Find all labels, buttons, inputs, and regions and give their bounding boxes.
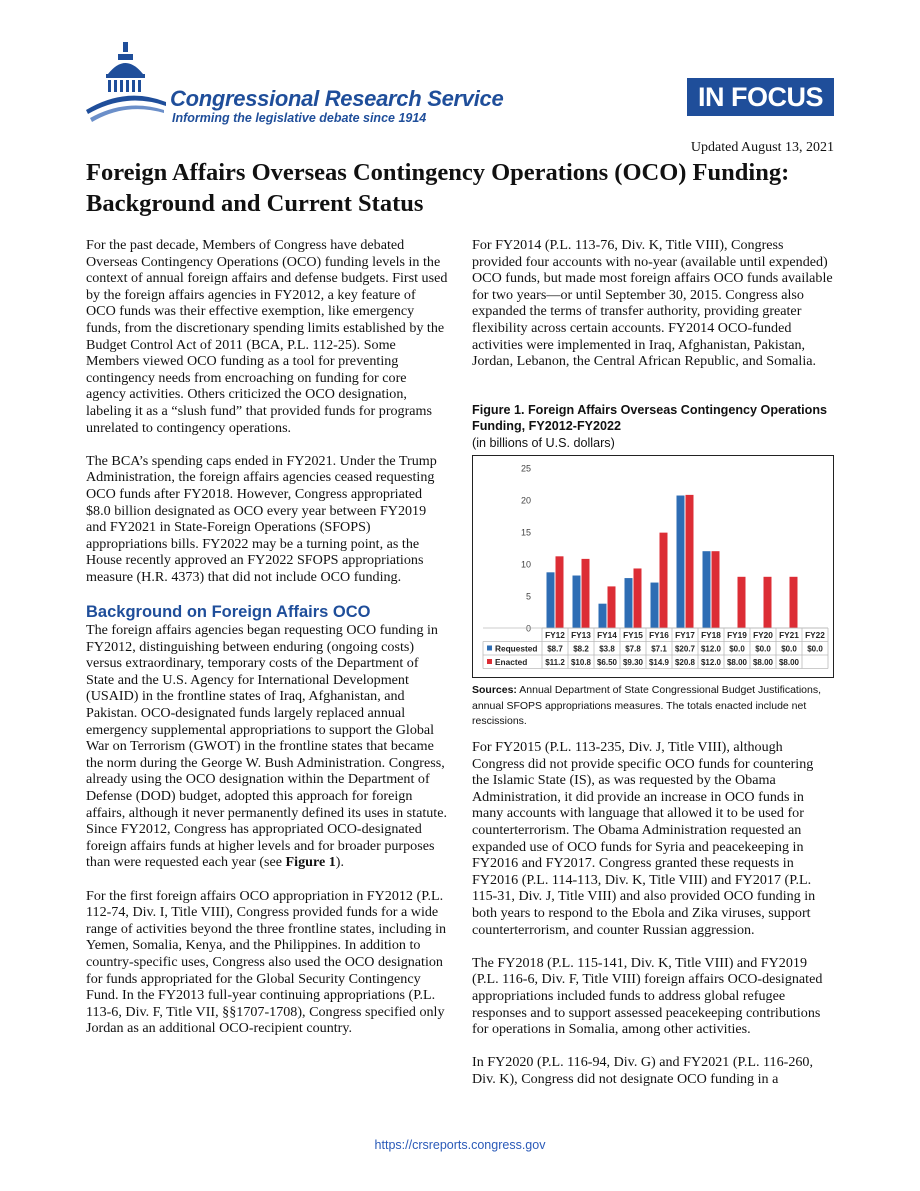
- figure-title: Figure 1. Foreign Affairs Overseas Contingency Operations Funding, FY2012-FY2022: [472, 403, 828, 433]
- data-label-enacted: $8.00: [726, 658, 748, 667]
- data-label-enacted: $8.00: [778, 658, 800, 667]
- data-label-requested: $12.0: [700, 644, 722, 654]
- org-tagline: Informing the legislative debate since 1914: [172, 111, 427, 125]
- bar-requested-fy17: [677, 496, 685, 628]
- data-label-enacted: $8.00: [752, 658, 774, 667]
- footer-link[interactable]: https://crsreports.congress.gov: [374, 1138, 546, 1152]
- category-label: FY14: [597, 630, 617, 640]
- legend-label-requested: Requested: [495, 643, 538, 654]
- legend-label-enacted: Enacted: [495, 657, 528, 667]
- in-focus-badge: IN FOCUS: [687, 78, 834, 116]
- bar-enacted-fy13: [582, 559, 590, 628]
- category-label: FY21: [779, 630, 799, 640]
- y-tick-label: 25: [520, 463, 531, 474]
- bar-enacted-fy15: [634, 568, 642, 628]
- data-label-enacted: $6.50: [596, 658, 618, 667]
- bar-requested-fy13: [573, 576, 581, 628]
- section-heading-background: Background on Foreign Affairs OCO: [86, 603, 371, 622]
- y-tick-label: 0: [525, 623, 531, 634]
- data-label-enacted: $20.8: [674, 658, 696, 667]
- data-label-requested: $20.7: [674, 644, 696, 654]
- page-title: Foreign Affairs Overseas Contingency Operations (OCO) Funding: Background and Current Status: [86, 159, 790, 217]
- y-tick-label: 5: [525, 591, 531, 602]
- y-tick-label: 20: [520, 495, 531, 506]
- paragraph-fy2014: For FY2014 (P.L. 113-76, Div. K, Title VIII), Congress provided four accounts with no-year (available until expended) OCO funds, but made most foreign affairs OCO funds available for two years—or until September 30, 2015. Congress also expanded the terms of transfer authority, providing greater flexibility across certain accounts. FY2014 OCO-funded activities were implemented in Iraq, Afghanistan, Pakistan, Jordan, Lebanon, the Central African Republic, and Somalia.: [472, 237, 833, 370]
- data-label-enacted: $12.0: [700, 658, 722, 667]
- paragraph-fy2020: In FY2020 (P.L. 116-94, Div. G) and FY2021 (P.L. 116-260, Div. K), Congress did not designate OCO funding in a: [472, 1054, 813, 1087]
- category-label: FY13: [571, 630, 591, 640]
- right-column-top: [472, 237, 834, 386]
- bar-requested-fy18: [703, 551, 711, 628]
- data-label-enacted: $11.2: [545, 658, 565, 667]
- data-label-requested: $8.7: [547, 644, 563, 654]
- category-label: FY18: [701, 630, 721, 640]
- bar-requested-fy14: [599, 604, 607, 628]
- category-label: FY20: [753, 630, 773, 640]
- data-label-enacted: $14.9: [648, 658, 670, 667]
- data-label-requested: $0.0: [755, 644, 771, 654]
- org-name: Congressional Research Service: [170, 86, 504, 111]
- paragraph-fy2018: The FY2018 (P.L. 115-141, Div. K, Title VIII) and FY2019 (P.L. 116-6, Div. F, Title VIII) foreign affairs OCO-designated appropriations included funds to address global refugee responses and to support assessed peacekeeping contributions for operations in Somalia, among other activities.: [472, 954, 823, 1038]
- bar-requested-fy15: [625, 578, 633, 628]
- bar-requested-fy16: [651, 583, 659, 628]
- y-tick-label: 10: [520, 559, 531, 570]
- paragraph-intro: For the past decade, Members of Congress have debated Overseas Contingency Operations (OCO) funding levels in the context of annual foreign affairs and defense budgets. First used by the foreign affairs agencies in FY2012, a key feature of OCO funds was their effective exemption, like emergency funds, from the discretionary spending limits established by the Budget Control Act of 2011 (BCA, P.L. 112-25). Some Members viewed OCO funding as a tool for preventing contingency needs from encroaching on funding for core agency activities. Others criticized the OCO designation, labeling it as a “slush fund” that provided funds for programs unrelated to contingency operations.: [86, 237, 448, 436]
- y-tick-label: 15: [520, 527, 531, 538]
- category-label: FY15: [623, 630, 643, 640]
- data-label-requested: $7.1: [651, 644, 667, 654]
- paragraph-bca: The BCA’s spending caps ended in FY2021. Under the Trump Administration, the foreign affairs agencies ceased requesting OCO funds after FY2018. However, Congress appropriated $8.0 billion designated as OCO every year between FY2019 and FY2021 in State-Foreign Operations (SFOPS) appropriations bills. FY2022 may be a turning point, as the House recently approved an FY2022 SFOPS appropriations measure (H.R. 4373) that did not include OCO funding.: [86, 452, 437, 585]
- category-label: FY16: [649, 630, 669, 640]
- bar-enacted-fy19: [738, 577, 746, 628]
- paragraph-fy2012: For the first foreign affairs OCO appropriation in FY2012 (P.L. 112-74, Div. I, Title VIII), Congress provided funds for a wide range of activities beyond the three frontline states, including in Yemen, Somalia, Kenya, and the Philippines. In addition to country-specific uses, Congress also used the OCO designation for funds appropriated for the Global Security Contingency Fund. In the FY2013 full-year continuing appropriations (P.L. 113-6, Div. F, Title VII, §§1707-1708), Congress specified only Jordan as an additional OCO-recipient country.: [86, 887, 447, 1037]
- right-column-bottom: [472, 739, 834, 1104]
- bar-enacted-fy16: [660, 533, 668, 628]
- data-label-requested: $8.2: [573, 644, 589, 654]
- data-label-requested: $3.8: [599, 644, 615, 654]
- bar-enacted-fy12: [556, 556, 564, 628]
- bar-enacted-fy18: [712, 551, 720, 628]
- data-label-requested: $0.0: [807, 644, 823, 654]
- legend-swatch-requested: [487, 646, 492, 651]
- data-label-enacted: $9.30: [622, 658, 644, 667]
- crs-capitol-logo-icon: [86, 40, 166, 126]
- bar-enacted-fy14: [608, 586, 616, 628]
- data-label-requested: $0.0: [781, 644, 797, 654]
- bar-enacted-fy20: [764, 577, 772, 628]
- left-column: [86, 237, 448, 1054]
- chart-frame: [472, 455, 834, 678]
- category-label: FY17: [675, 630, 695, 640]
- figure-subtitle: (in billions of U.S. dollars): [472, 436, 615, 450]
- data-label-requested: $0.0: [729, 644, 745, 654]
- category-label: FY19: [727, 630, 747, 640]
- oco-funding-bar-chart: [473, 456, 833, 677]
- bar-requested-fy12: [547, 572, 555, 628]
- paragraph-fy2015: For FY2015 (P.L. 113-235, Div. J, Title VIII), although Congress did not provide specific OCO funds for countering the Islamic State (IS), as was requested by the Obama Administration, it did provide an increase in OCO funds in many accounts with language that allowed it to be used for counterterrorism. The Obama Administration requested an expanded use of OCO funds for Syria and peacekeeping in FY2016 and FY2017. Congress granted these requests in FY2016 (P.L. 114-113, Div. K, Title VIII) and FY2017 (P.L. 115-31, Div. J, Title VIII) and also provided OCO funding in both years to respond to the Ebola and Zika viruses, support counterterrorism, and counter Russian aggression.: [472, 739, 816, 938]
- legend-swatch-enacted: [487, 659, 492, 664]
- bar-enacted-fy21: [790, 577, 798, 628]
- category-label: FY22: [805, 630, 825, 640]
- figure-reference: Figure 1: [285, 854, 336, 871]
- updated-date: Updated August 13, 2021: [690, 140, 834, 155]
- paragraph-background: The foreign affairs agencies began requesting OCO funding in FY2012, distinguishing between enduring (ongoing costs) versus extraordinary, temporary costs of the Department of State and the U.S. Agency for International Development (USAID) in the frontline states of Iraq, Afghanistan, and Pakistan. OCO-designated funds largely replaced annual emergency supplemental appropriations to support the Global War on Terrorism (GWOT) in the frontline states that became the norm during the George W. Bush Administration. Congress, already using the OCO designation within the Department of Defense (DOD) budget, adopted this approach for foreign affairs, although it never permanently defined its uses in statute. Since FY2012, Congress has appropriated OCO-designated foreign affairs funds at higher levels and for broader purposes than were requested each year (see Figure 1).: [86, 622, 447, 871]
- category-label: FY12: [545, 630, 565, 640]
- figure-sources: Sources: Annual Department of State Congressional Budget Justifications, annual SFOPS appropriations measures. The totals enacted include net rescissions.: [472, 684, 822, 727]
- data-label-requested: $7.8: [625, 644, 641, 654]
- data-label-enacted: $10.8: [570, 658, 592, 667]
- bar-enacted-fy17: [686, 495, 694, 628]
